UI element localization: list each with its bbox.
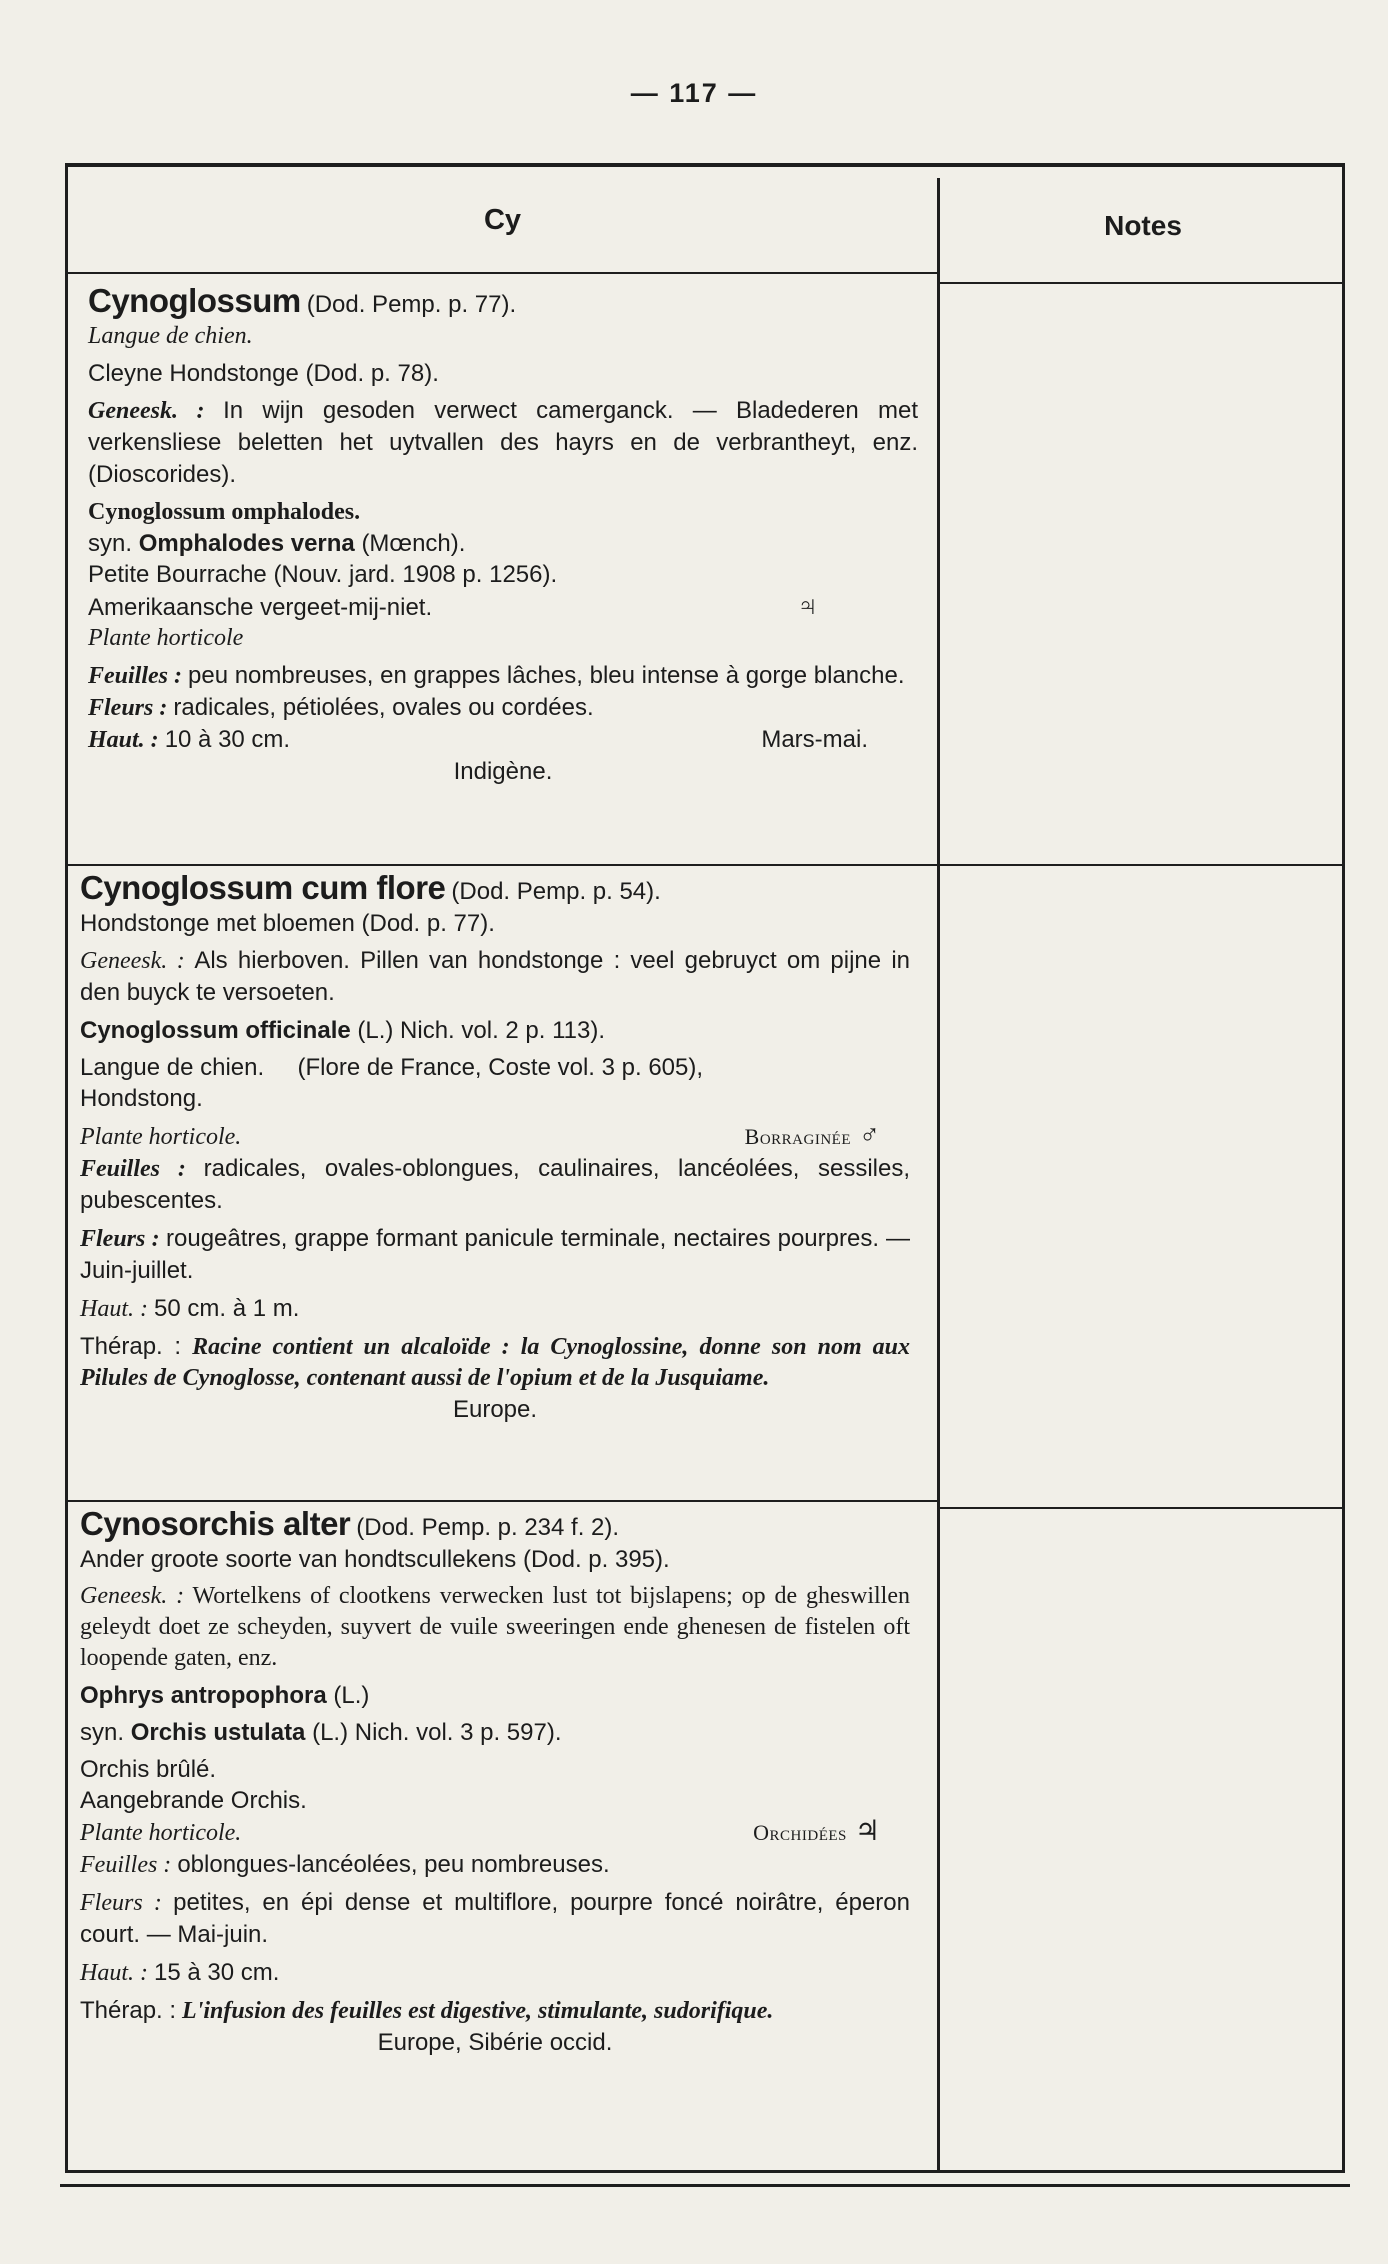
origin: Europe, Sibérie occid. [377,2029,613,2056]
entry-title-ref: (Dod. Pemp. p. 54). [451,878,661,905]
species-name: Ophrys antropophora [80,1682,327,1709]
fleurs-text: rougeâtres, grappe formant panicule terminale, nectaires pourpres. — Juin-juillet. [80,1225,910,1284]
entry-cynoglossum-cum-flore [80,869,911,1425]
geneesk-text: In wijn gesoden verwect camerganck. — Bladederen met verkensliese beletten het uytvallen des hayrs en de verbrantheyt, enz. (Dioscorides). [88,397,918,488]
therap-label: Thérap. : [80,1333,182,1360]
feuilles-paragraph [80,1153,910,1217]
species-name: Cynoglossum omphalodes. [88,499,361,525]
fleurs-paragraph [80,1223,910,1287]
haut-label: Haut. : [88,727,159,753]
entry-title-ref: (Dod. Pemp. p. 234 f. 2). [356,1514,620,1541]
geneesk-label: Geneesk. : [80,1583,185,1609]
family-name: Orchidées [753,1820,847,1845]
haut-label: Haut. : [80,1960,148,1986]
entry-title-ref: (Dod. Pemp. p. 77). [306,291,517,318]
fleurs-paragraph [88,692,918,724]
geneesk-text: Als hierboven. Pillen van hondstonge : veel gebruyct om pijne in den buyck te versoeten. [80,947,911,1006]
fleurs-text: radicales, pétiolées, ovales ou cordées. [173,694,594,721]
fleurs-label: Fleurs : [80,1226,160,1252]
feuilles-text: radicales, ovales-oblongues, caulinaires, lancéolées, sessiles, pubescentes. [80,1155,910,1214]
syn-ref: (L.) Nich. vol. 3 p. 597). [312,1719,562,1746]
dutch-common-name: Amerikaansche vergeet-mij-niet. [88,594,433,621]
feuilles-paragraph [88,660,918,692]
plante-horticole: Plante horticole [88,625,244,651]
plante-horticole: Plante horticole. [80,1820,242,1846]
page-number: — 117 — [630,78,758,108]
plante-horticole: Plante horticole. [80,1124,242,1150]
fleurs-label: Fleurs : [80,1890,162,1916]
syn-ref: (Mœnch). [361,530,466,557]
geneesk-text: Wortelkens of clootkens verwecken lust tot bijslapens; op de gheswillen geleydt doet ze scheyden, suyvert de vuile sweeringen ende ghenesen de fistelen oft loopende gaten, enz. [80,1583,910,1671]
entry-cynoglossum [88,282,918,787]
feuilles-label: Feuilles : [88,663,182,689]
therap-label: Thérap. : [80,1997,177,2024]
haut-text: 15 à 30 cm. [154,1959,280,1986]
fleurs-label: Fleurs : [88,695,168,721]
entry-cynosorchis-alter [80,1505,910,2058]
syn-name: Omphalodes verna [138,530,355,557]
french-name: Langue de chien. [80,1054,265,1081]
species-name: Cynoglossum officinale [80,1017,351,1044]
header-rule-left [68,272,940,274]
fleurs-text: petites, en épi dense et multiflore, pourpre foncé noirâtre, éperon court. — Mai-juin. [80,1889,910,1948]
origin: Europe. [452,1396,538,1423]
geneesk-paragraph [80,945,910,1009]
row-divider-2-right [940,1507,1342,1509]
feuilles-text: oblongues-lancéolées, peu nombreuses. [177,1851,610,1878]
syn-prefix: syn. [80,1719,125,1746]
origin: Indigène. [453,758,553,785]
dutch-name: Hondstonge met bloemen (Dod. p. 77). [80,910,495,937]
column-header-notes: Notes [1104,210,1182,241]
geneesk-label: Geneesk. : [88,398,205,424]
common-name: Langue de chien. [88,323,253,349]
feuilles-label: Feuilles : [80,1852,172,1878]
feuilles-text: peu nombreuses, en grappes lâches, bleu intense à gorge blanche. [188,662,905,689]
row-divider-1 [68,864,1342,866]
bottom-rule [60,2184,1350,2187]
fleurs-paragraph [80,1887,910,1951]
haut-text: 10 à 30 cm. [164,726,291,753]
column-header-cy: Cy [483,204,522,236]
french-name: Petite Bourrache (Nouv. jard. 1908 p. 1256). [88,561,558,588]
male-symbol-icon: ♂ [859,1120,880,1151]
perennial-symbol-icon: ♃ [797,590,818,621]
french-name: Orchis brûlé. [80,1756,217,1783]
species-ref: (L.) [333,1682,370,1709]
therap-paragraph [80,1331,910,1394]
species-ref: (L.) Nich. vol. 2 p. 113). [357,1017,606,1044]
therap-text: L'infusion des feuilles est digestive, stimulante, sudorifique. [182,1998,774,2024]
haut-label: Haut. : [80,1296,148,1322]
feuilles-paragraph [80,1849,910,1881]
syn-prefix: syn. [88,530,133,557]
perennial-symbol-icon: ♃ [854,1816,880,1847]
entry-title: Cynoglossum cum flore [80,869,446,906]
header-rule-right [940,282,1342,284]
geneesk-paragraph [88,395,918,491]
family-name: Borraginée [744,1124,851,1149]
french-name-ref: (Flore de France, Coste vol. 3 p. 605), [297,1054,704,1081]
entry-title: Cynosorchis alter [80,1505,351,1542]
therap-paragraph [80,1995,910,2027]
dutch-common-name: Hondstong. [80,1085,203,1112]
feuilles-label: Feuilles : [80,1156,186,1182]
geneesk-paragraph [80,1581,910,1674]
dutch-name: Ander groote soorte van hondtscullekens (Dod. p. 395). [80,1546,670,1573]
column-divider [937,178,940,2171]
entry-title: Cynoglossum [88,282,301,319]
geneesk-label: Geneesk. : [80,948,185,974]
haut-text: 50 cm. à 1 m. [154,1295,300,1322]
syn-name: Orchis ustulata [130,1719,306,1746]
row-divider-2-left [68,1500,940,1502]
dutch-name: Cleyne Hondstonge (Dod. p. 78). [88,360,439,387]
flowering-period: Mars-mai. [761,726,868,753]
therap-text: Racine contient un alcaloïde : la Cynoglossine, donne son nom aux Pilules de Cynoglosse, contenant aussi de l'opium et de la Jusquiame. [80,1334,911,1391]
dutch-common-name: Aangebrande Orchis. [80,1787,307,1814]
